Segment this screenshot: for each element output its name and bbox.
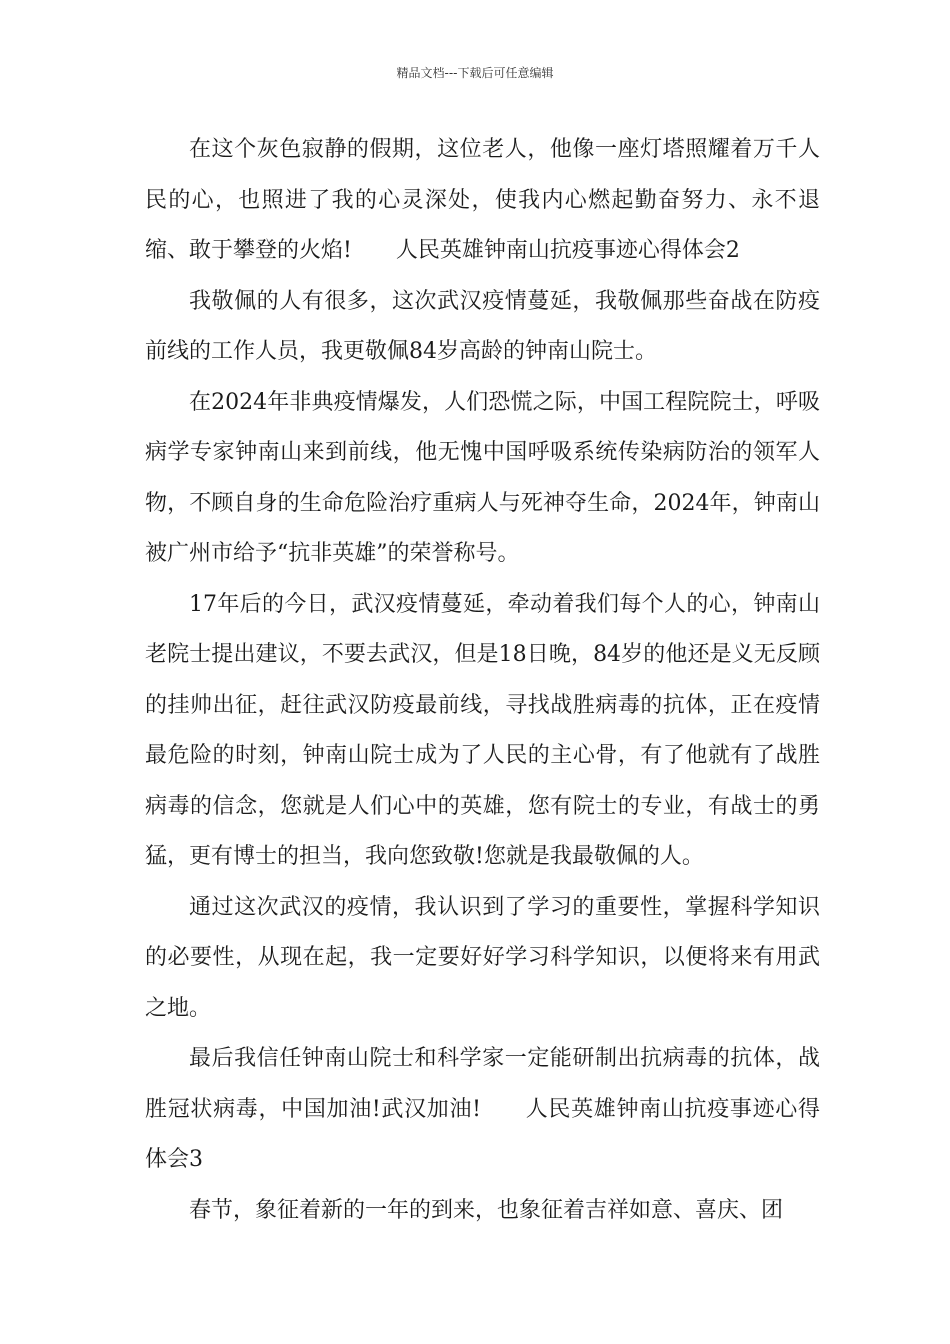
paragraph-text: 我敬佩的人有很多，这次武汉疫情蔓延，我敬佩那些奋战在防疫前线的工作人员，我更敬佩84岁高龄的钟南山院士。: [145, 288, 820, 364]
paragraph: [145, 277, 820, 378]
paragraph: [145, 580, 820, 883]
paragraph-text: 春节，象征着新的一年的到来，也象征着吉祥如意、喜庆、团: [189, 1197, 784, 1223]
paragraph: [145, 1186, 820, 1237]
document-body: [145, 125, 820, 1236]
paragraph: [145, 883, 820, 1035]
section-heading: 人民英雄钟南山抗疫事迹心得体会3: [145, 1096, 820, 1172]
section-heading: 人民英雄钟南山抗疫事迹心得体会2: [395, 238, 740, 263]
paragraph: [145, 378, 820, 580]
paragraph-text: 通过这次武汉的疫情，我认识到了学习的重要性，掌握科学知识的必要性，从现在起，我一定要好好学习科学知识，以便将来有用武之地。: [145, 894, 820, 1021]
paragraph: [145, 1034, 820, 1186]
paragraph-text: 在2024年非典疫情爆发，人们恐慌之际，中国工程院院士，呼吸病学专家钟南山来到前线，他无愧中国呼吸系统传染病防治的领军人物，不顾自身的生命危险治疗重病人与死神夺生命，2024年，钟南山被广州市给予“抗非英雄”的荣誉称号。: [145, 389, 820, 566]
paragraph-text: 在这个灰色寂静的假期，这位老人，他像一座灯塔照耀着万千人民的心，也照进了我的心灵深处，使我内心燃起勤奋努力、永不退缩、敢于攀登的火焰!: [145, 137, 820, 263]
paragraph-text: 17年后的今日，武汉疫情蔓延，牵动着我们每个人的心，钟南山老院士提出建议，不要去武汉，但是18日晚，84岁的他还是义无反顾的挂帅出征，赶往武汉防疫最前线，寻找战胜病毒的抗体，正在疫情最危险的时刻，钟南山院士成为了人民的主心骨，有了他就有了战胜病毒的信念，您就是人们心中的英雄，您有院士的专业，有战士的勇猛，更有博士的担当，我向您致敬!您就是我最敬佩的人。: [145, 591, 820, 869]
paragraph-text: 最后我信任钟南山院士和科学家一定能研制出抗病毒的抗体，战胜冠状病毒，中国加油!武汉加油!: [145, 1046, 820, 1122]
page-header: 精品文档---下载后可任意编辑: [396, 66, 554, 80]
paragraph: [145, 125, 820, 277]
